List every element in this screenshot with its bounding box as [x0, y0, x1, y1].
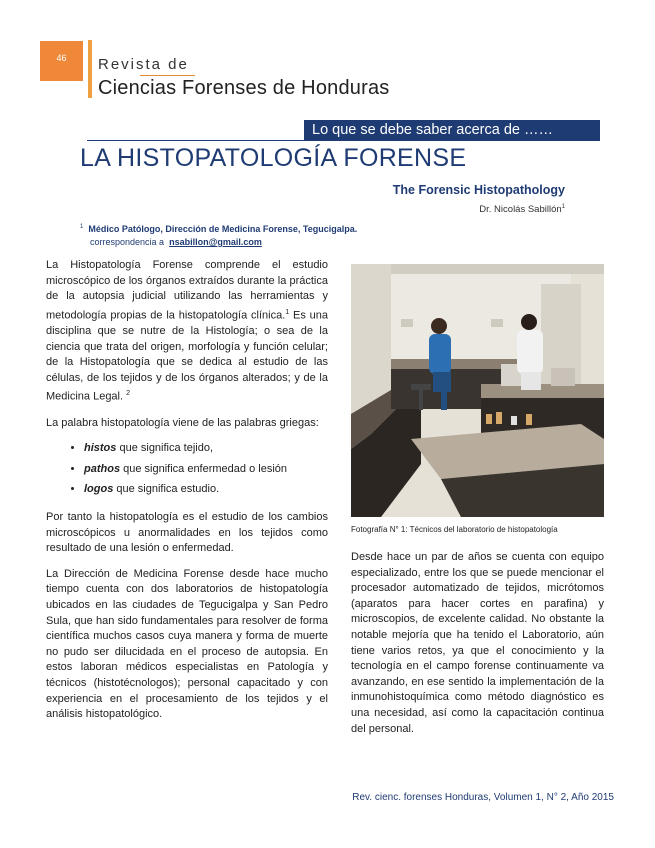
correspondence-email-link[interactable]: nsabillon@gmail.com [169, 237, 262, 247]
greek-roots-list [46, 441, 328, 498]
footer-citation: Rev. cienc. forenses Honduras, Volumen 1, N° 2, Año 2015 [352, 792, 614, 803]
journal-name-line2: Ciencias Forenses de Honduras [98, 77, 390, 99]
right-column [351, 550, 604, 737]
lab-photo [351, 264, 604, 517]
list-item: • logos que significa estudio. [84, 482, 328, 498]
banner-rule [87, 140, 600, 141]
journal-name-line1: Revista de [98, 56, 189, 73]
paragraph-intro: La Histopatología Forense comprende el estudio microscópico de los órganos extraídos durante la práctica de la autopsia judicial utilizando las herramientas y metodología propias de la histopatología clínica.$^1$ Es una disciplina que se nutre de la Histología; o sea de la ciencia que trata del origen, morfología y función celular; de la Histopatología que se dedica al estudio de las células, de los tejidos y de los órganos alterados; y de la Medicina Legal. $^2$ [46, 259, 328, 404]
paragraph-equipment: Desde hace un par de años se cuenta con equipo especializado, entre los que se puede mencionar el procesador automatizado de tejidos, micrótomos (aparatos para hacer cortes en parafina) y microscopios, de excelente calidad. No obstante la notable mejoría que ha tenido el Laboratorio, aún tiene varios retos, ya que el conocimiento y la tecnología en el campo forense continuamente va avanzando, en ese sentido la implementación de la inmunohistoquímica como método diagnóstico es una necesidad, así como la capacitación continua del personal. [351, 551, 604, 735]
article-subtitle: The Forensic Histopathology [392, 183, 565, 197]
photo-caption: Fotografía N° 1: Técnicos del laboratorio de histopatología [351, 525, 558, 534]
paragraph-etymology: La palabra histopatología viene de las palabras griegas: [46, 416, 319, 429]
left-column [46, 258, 328, 733]
paragraph-definition: Por tanto la histopatología es el estudio de los cambios microscópicos u anormalidades en los tejidos como resultado de una lesión o enfermedad. [46, 511, 328, 555]
page-number: 46 [40, 41, 83, 81]
author-name: Dr. Nicolás Sabillón$^1$ [479, 204, 565, 216]
header-accent-bar [88, 40, 92, 98]
list-item: • pathos que significa enfermedad o lesión [84, 462, 328, 478]
author-affiliation: $^1$ Médico Patólogo, Dirección de Medicina Forense, Tegucigalpa. correspondencia a nsabillon@gmail.com [80, 224, 358, 247]
list-item: • histos que significa tejido, [84, 441, 328, 457]
section-banner: Lo que se debe saber acerca de …… [304, 120, 600, 140]
paragraph-laboratories: La Dirección de Medicina Forense desde hace mucho tiempo cuenta con dos laboratorios de histopatología ubicados en las ciudades de Tegucigalpa y San Pedro Sula, que han sido fundamentales para resolver de forma científica muchos casos cuya manera y forma de muerte no pudo ser dilucidada en el proceso de autopsia. En estos laboran médicos especialistas en Patología y técnicos (histotécnologos); personal capacitado y con experiencia en el procesamiento de los tejidos y el análisis histopatológico. [46, 567, 328, 721]
article-title: LA HISTOPATOLOGÍA FORENSE [80, 144, 467, 172]
journal-underline [140, 75, 195, 76]
